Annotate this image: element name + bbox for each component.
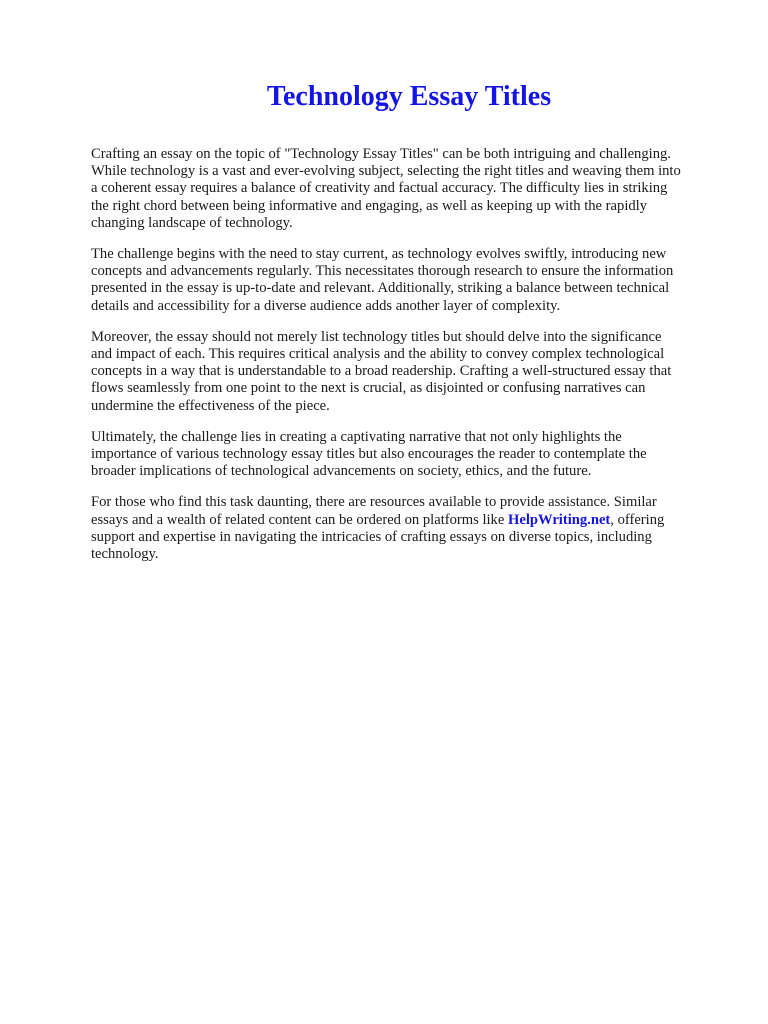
paragraph-line: details and accessibility for a diverse audience adds another layer of complexity.	[91, 297, 561, 314]
paragraph-line: presented in the essay is up-to-date and relevant. Additionally, striking a balance between technical	[91, 280, 670, 297]
line-text-before-link: essays and a wealth of related content can be ordered on platforms like	[91, 511, 508, 528]
paragraph-intro	[91, 146, 731, 232]
paragraph-line: a coherent essay requires a balance of creativity and factual accuracy. The difficulty lies in striking	[91, 180, 668, 197]
paragraph-line: undermine the effectiveness of the piece.	[91, 397, 330, 414]
paragraph-line: Crafting an essay on the topic of "Technology Essay Titles" can be both intriguing and challenging.	[91, 146, 671, 162]
paragraph-line: The challenge begins with the need to stay current, as technology evolves swiftly, introducing new	[91, 246, 667, 263]
essay-body	[91, 146, 731, 577]
paragraph-line: support and expertise in navigating the intricacies of crafting essays on diverse topics, including	[91, 528, 652, 545]
paragraph-line: flows seamlessly from one point to the next is crucial, as disjointed or confusing narratives can	[91, 380, 646, 397]
paragraph-line: importance of various technology essay titles but also encourages the reader to contemplate the	[91, 446, 647, 463]
page-title: Technology Essay Titles	[266, 81, 552, 112]
paragraph-line: While technology is a vast and ever-evolving subject, selecting the right titles and weaving them into	[91, 163, 681, 180]
paragraph-resources	[91, 494, 731, 563]
paragraph-moreover	[91, 329, 731, 415]
paragraph-challenge	[91, 246, 731, 315]
paragraph-line: broader implications of technological advancements on society, ethics, and the future.	[91, 463, 592, 480]
paragraph-line: concepts and advancements regularly. This necessitates thorough research to ensure the information	[91, 263, 674, 280]
paragraph-line: changing landscape of technology.	[91, 214, 293, 231]
helpwriting-link[interactable]: HelpWriting.net	[507, 511, 611, 528]
paragraph-line: concepts in a way that is understandable to a broad readership. Crafting a well-structured essay that	[91, 363, 672, 380]
paragraph-line: For those who find this task daunting, there are resources available to provide assistance. Similar	[91, 494, 657, 511]
paragraph-line: the right chord between being informative and engaging, as well as keeping up with the rapidly	[91, 197, 648, 214]
paragraph-ultimately	[91, 429, 731, 481]
paragraph-line: Ultimately, the challenge lies in creating a captivating narrative that not only highlights the	[91, 428, 622, 445]
line-text-after-link: , offering	[610, 511, 665, 528]
paragraph-line: technology.	[91, 546, 159, 563]
paragraph-line-with-link	[91, 512, 731, 529]
paragraph-line: and impact of each. This requires critical analysis and the ability to convey complex technological	[91, 346, 665, 363]
paragraph-line: Moreover, the essay should not merely list technology titles but should delve into the significance	[91, 328, 662, 345]
